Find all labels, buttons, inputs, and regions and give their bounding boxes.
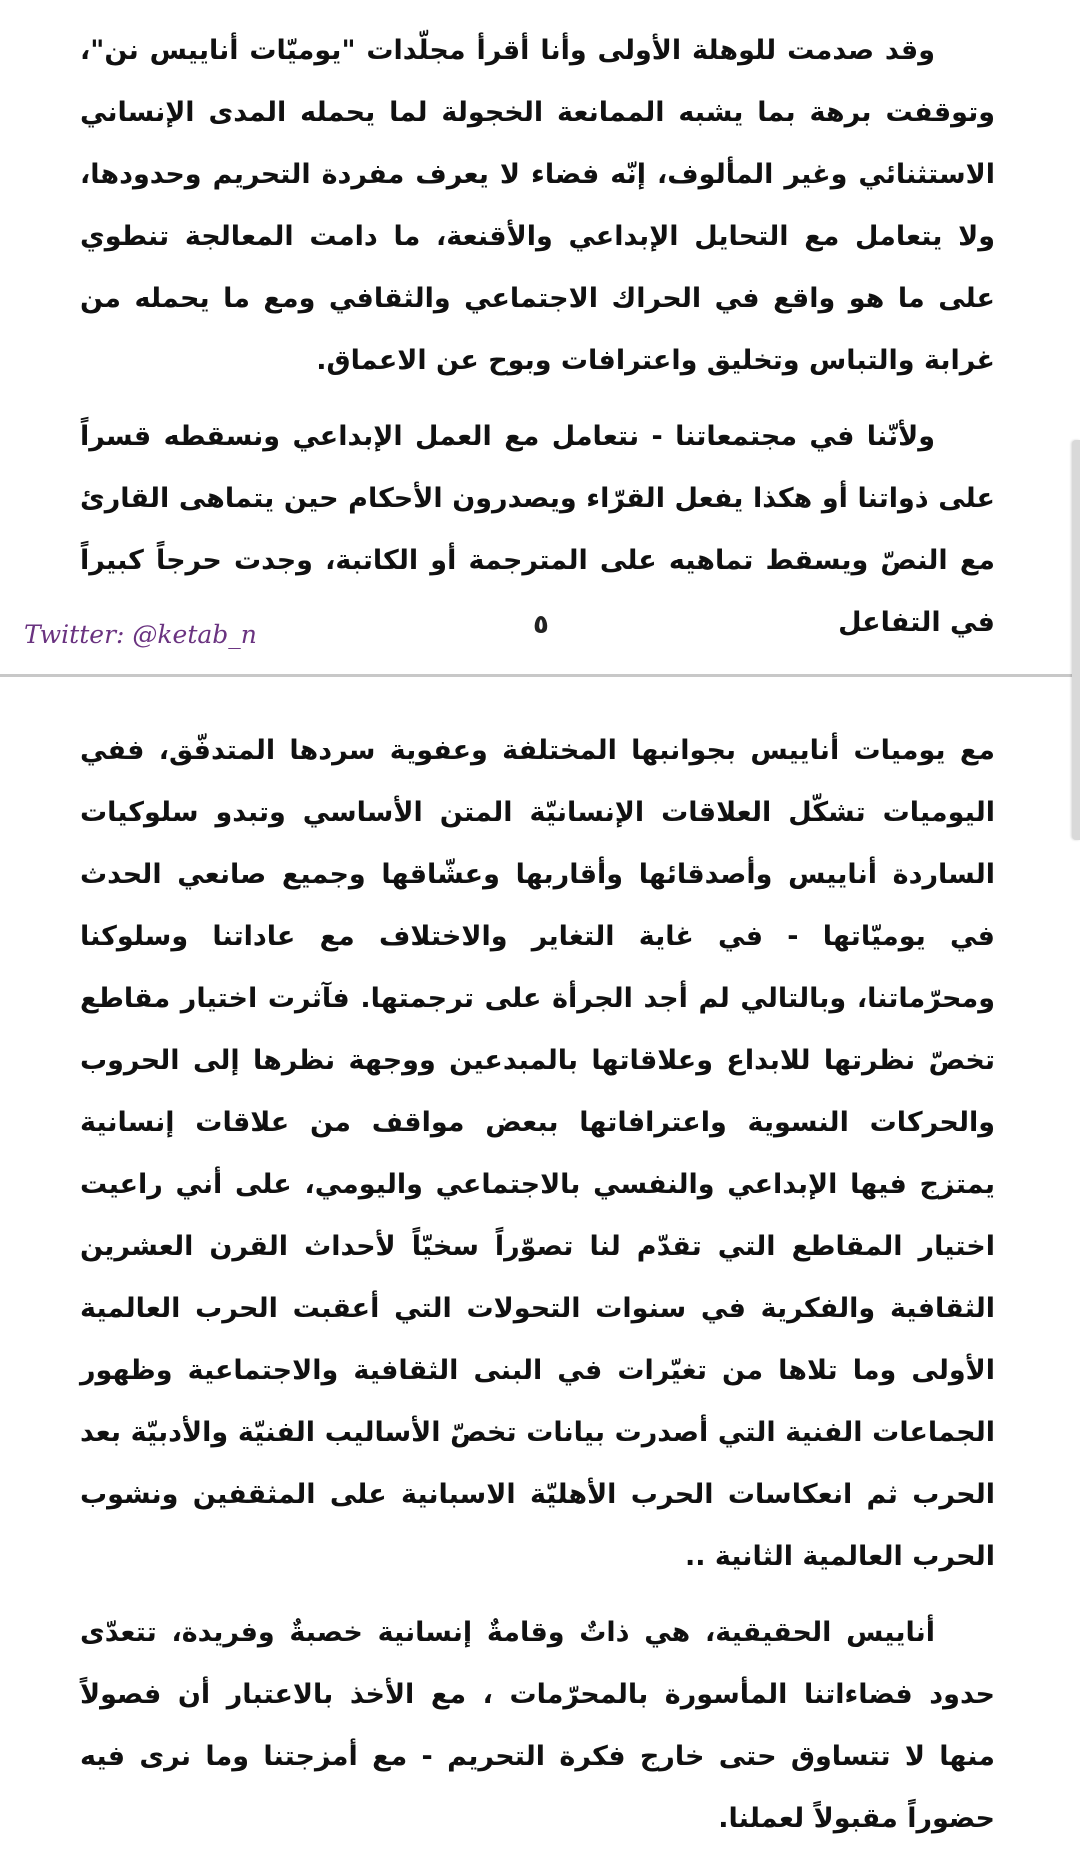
paragraph: أناييس الحقيقية، هي ذاتٌ وقامةٌ إنسانية خصبةٌ وفريدة، تتعدّى حدود فضاءاتنا المأسورة بالمحرّمات ، مع الأخذ بالاعتبار أن فصولاً منها لا تتساوق حتى خارج فكرة التحريم - مع أمزجتنا وما نرى فيه حضوراً مقبولاً لعملنا. [80, 1617, 995, 1834]
paragraph: مع يوميات أناييس بجوانبها المختلفة وعفوية سردها المتدفّق، ففي اليوميات تشكّل العلاقات الإنسانيّة المتن الأساسي وتبدو سلوكيات الساردة أناييس وأصدقائها وأقاربها وعشّاقها وجميع صانعي الحدث في يوميّاتها - في غاية التغاير والاختلاف مع عاداتنا وسلوكنا ومحرّماتنا، وبالتالي لم أجد الجرأة على ترجمتها. فآثرت اختيار مقاطع تخصّ نظرتها للابداع وعلاقاتها بالمبدعين ووجهة نظرها إلى الحروب والحركات النسوية واعترافاتها ببعض مواقف من علاقات إنسانية يمتزج فيها الإبداعي والنفسي بالاجتماعي واليومي، على أني راعيت اختيار المقاطع التي تقدّم لنا تصوّراً سخيّاً لأحداث القرن العشرين الثقافية والفكرية في سنوات التحولات التي أعقبت الحرب العالمية الأولى وما تلاها من تغيّرات في البنى الثقافية والاجتماعية وظهور الجماعات الفنية التي أصدرت بيانات تخصّ الأساليب الفنيّة والأدبيّة بعد الحرب ثم انعكاسات الحرب الأهليّة الاسبانية على المثقفين ونشوب الحرب العالمية الثانية .. [80, 735, 995, 1572]
page-number: ٥ [533, 610, 549, 640]
paragraph: وقد صدمت للوهلة الأولى وأنا أقرأ مجلّدات "يوميّات أناييس نن"، وتوقفت برهة بما يشبه الممانعة الخجولة لما يحمله المدى الإنساني الاستثنائي وغير المألوف، إنّه فضاء لا يعرف مفردة التحريم وحدودها، ولا يتعامل مع التحايل الإبداعي والأقنعة، ما دامت المعالجة تنطوي على ما هو واقع في الحراك الاجتماعي والثقافي ومع ما يحمله من غرابة والتباس وتخليق واعترافات وبوح عن الاعماق. [80, 35, 995, 376]
book-page-top [0, 0, 1080, 675]
page-top-text [80, 20, 995, 668]
page-bottom-text [80, 720, 995, 1864]
scrollbar-thumb[interactable] [1072, 440, 1080, 840]
book-page-bottom [0, 680, 1080, 1834]
paragraph: ولأنّنا في مجتمعاتنا - نتعامل مع العمل الإبداعي ونسقطه قسراً على ذواتنا أو هكذا يفعل القرّاء ويصدرون الأحكام حين يتماهى القارئ مع النصّ ويسقط تماهيه على المترجمة أو الكاتبة، وجدت حرجاً كبيراً في التفاعل [80, 421, 995, 638]
page-divider [0, 674, 1080, 677]
twitter-watermark: Twitter: @ketab_n [24, 620, 257, 649]
